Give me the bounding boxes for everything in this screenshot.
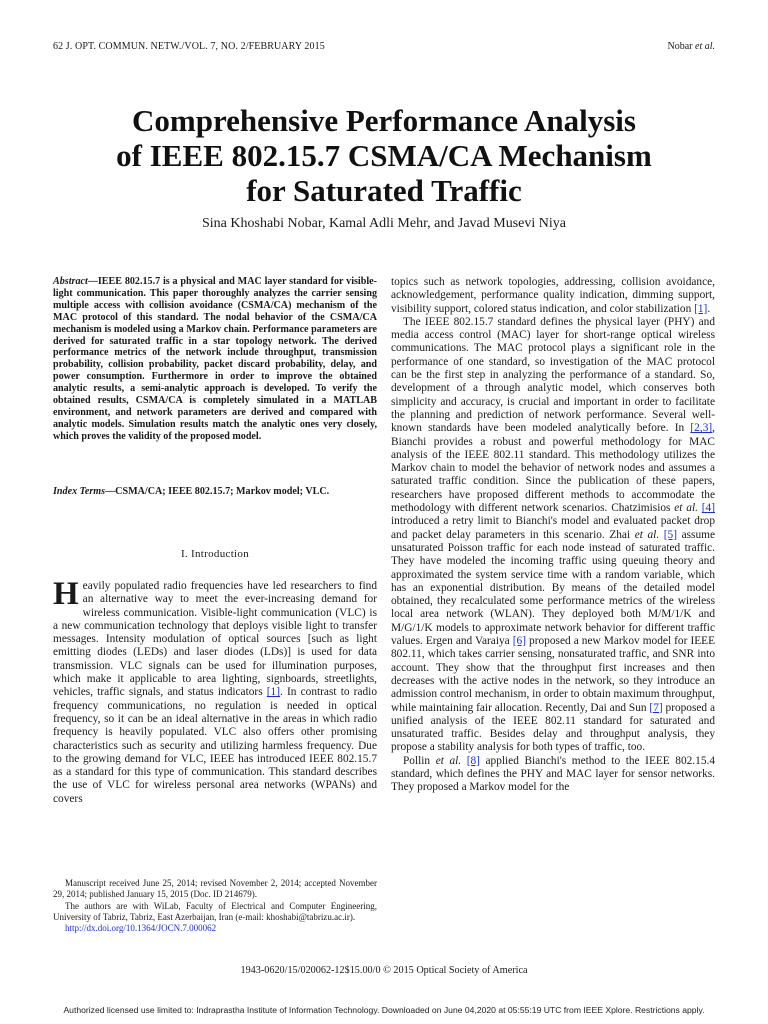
citation-link-7[interactable]: [7] <box>649 701 663 714</box>
title-line-3: for Saturated Traffic <box>246 173 522 208</box>
paragraph-related-work <box>391 316 715 755</box>
index-terms-lead: Index Terms <box>53 486 106 497</box>
citation-link-2-3[interactable]: [2,3] <box>690 422 713 435</box>
citation-link-1b[interactable]: [1] <box>694 302 708 315</box>
paragraph-continued <box>391 276 715 316</box>
footnote-received: Manuscript received June 25, 2014; revised November 2, 2014; accepted November 29, 2014; published January 15, 2015 (Doc. ID 214679). <box>53 878 377 900</box>
p1-text-a: topics such as network topologies, addressing, collision avoidance, acknowledgement, performance quality indication, dimming support, visibility support, colored status indication, and color stabilization <box>391 276 715 315</box>
p1-text-b: . <box>707 302 711 315</box>
intro-text-b: . In contrast to radio frequency communications, no regulation is needed in optical frequency, so it can be an ideal alternative in the areas in which radio frequency is heavily populated. VLC also offers other promising characteristics such as security and utilizing harmless frequency. Due to the growing demand for VLC, IEEE has introduced IEEE 802.15.7 as a standard for this type of communication. This standard describes the use of VLC for wireless personal area networks (WPANs) and covers <box>53 686 377 805</box>
p3-text-a: Pollin <box>403 754 436 767</box>
p2-text-e: proposed a new Markov model for IEEE 802.11, which takes carrier sensing, nonsaturated traffic, and SNR into account. They show that the throughput first increases and then decreases with the active nodes in the network, so they introduce an admission control mechanism, in order to obtain maximum throughput, while maintaining fair allocation. Recently, Dai and Sun <box>391 635 716 714</box>
citation-link-1[interactable]: [1] <box>266 686 281 699</box>
intro-text-a: eavily populated radio frequencies have led researchers to find an alternative way to meet the ever-increasing demand for wireless communication. Visible-light communication (VLC) is a new communication technology that deploys visible light to transfer messages. Intensity modulation of optical sources [such as light emitting diodes (LEDs) and laser diodes (LDs)] is used for data transmission. VLC signals can be used for illumination purposes, which make it applicable to area lighting, signboards, streetlights, vehicles, traffic signals, and status indicators <box>53 580 377 699</box>
et-al-1: et al. <box>674 502 698 515</box>
drop-cap: H <box>53 576 79 612</box>
citation-link-4[interactable]: [4] <box>701 502 715 515</box>
abstract-text: —IEEE 802.15.7 is a physical and MAC layer standard for visible-light communication. This paper thoroughly analyzes the carrier sensing multiple access with collision avoidance (CSMA/CA) mechanism of the MAC protocol of this standard. The nodal behavior of the CSMA/CA mechanism is modeled using a Markov chain. Performance parameters are derived for saturated traffic in a star topology network. The derived performance metrics of the network include throughput, transmission probability, collision probability, packet discard probability, delay, and power consumption. Furthermore in order to improve the obtained analytic results, a semi-analytic approach is developed. To verify the obtained results, CSMA/CA is completely simulated in a MATLAB environment, and network parameters are derived and compared with analytic models. Simulation results match the analytic ones very closely, which proves the validity of the proposed model. <box>53 276 377 442</box>
paragraph-pollin <box>391 755 715 795</box>
footnote-doi-line <box>53 923 377 934</box>
footnote-affiliation: The authors are with WiLab, Faculty of Electrical and Computer Engineering, University of Tabriz, Tabriz, East Azerbaijan, Iran (e-mail: khoshabi@tabrizu.ac.ir). <box>53 900 377 922</box>
section-heading-introduction: I. Introduction <box>180 548 250 560</box>
copyright-footer: 1943-0620/15/020062-12$15.00/0 © 2015 Optical Society of America <box>240 965 528 976</box>
license-notice: Authorized licensed use limited to: Indraprastha Institute of Information Technology. Downloaded on June 04,2020 at 05:55:19 UTC from IEEE Xplore. Restrictions apply. <box>63 1005 705 1015</box>
right-column-body <box>391 276 715 795</box>
citation-link-5[interactable]: [5] <box>663 528 678 541</box>
running-header-authors <box>668 41 716 52</box>
introduction-paragraph <box>53 576 377 806</box>
title-line-2: of IEEE 802.15.7 CSMA/CA Mechanism <box>116 138 652 173</box>
paper-title <box>40 103 728 208</box>
author-list: Sina Khoshabi Nobar, Kamal Adli Mehr, and Javad Musevi Niya <box>202 216 566 231</box>
p3-text-b: applied Bianchi's method to the IEEE 802.15.4 standard, which defines the PHY and MAC layer for sensor networks. They proposed a Markov model for the <box>391 754 715 794</box>
footnotes <box>53 878 377 934</box>
header-author-name: Nobar <box>667 41 695 52</box>
et-al-2: et al. <box>634 528 660 541</box>
et-al-3: et al. <box>435 754 462 767</box>
p2-text-c: introduced a retry limit to Bianchi's model and evaluated packet drop and packet delay parameters in this scenario. Zhai <box>391 515 715 541</box>
citation-link-6[interactable]: [6] <box>512 635 526 648</box>
running-header: 62 J. OPT. COMMUN. NETW./VOL. 7, NO. 2/FEBRUARY 2015 <box>53 41 325 52</box>
index-terms-text: —CSMA/CA; IEEE 802.15.7; Markov model; VLC. <box>105 486 330 497</box>
p2-text-a: The IEEE 802.15.7 standard defines the physical layer (PHY) and media access control (MAC) layer for short-range optical wireless communications. The MAC protocol plays a significant role in the performance of one standard, so investigation of the MAC protocol can be the first step in analyzing the performance of a standard. So, development of a through analytic model, which conserves both simplicity and accuracy, is crucial and important in order to facilitate the planning and prediction of network performance. Several well-known standards have been modeled analytically before. In <box>391 315 715 435</box>
p2-text-b: , Bianchi provides a robust and powerful methodology for MAC analysis of the IEEE 802.11 standard. This methodology utilizes the Markov chain to model the behavior of network nodes and assumes a saturated traffic condition. Since the publication of these papers, researchers have proposed different methods to accommodate the methodology with different network scenarios. Chatzimisios <box>391 422 715 515</box>
abstract-lead: Abstract <box>53 276 88 287</box>
abstract <box>53 276 377 443</box>
doi-link[interactable]: http://dx.doi.org/10.1364/JOCN.7.000062 <box>65 923 217 934</box>
p2-text-d: assume unsaturated Poisson traffic for each node instead of saturated traffic. They have modeled the incoming traffic using queuing theory and approximated the system service time with a random variable, which has an exponential distribution. By means of the detailed model obtained, they recalculated some performance metrics of the wireless local area network (WLAN). They deployed both M/M/1/K and M/G/1/K models to approximate network behavior for different traffic values. Ergen and Varaiya <box>391 528 716 648</box>
index-terms <box>53 486 377 498</box>
header-et-al: et al. <box>695 41 715 52</box>
title-line-1: Comprehensive Performance Analysis <box>132 103 636 138</box>
p2-text-f: proposed a unified analysis of the IEEE 802.11 standard for saturated and unsaturated traffic. Besides delay and throughput analysis, they propose a stability analysis for both types of traffic, too. <box>391 701 715 754</box>
citation-link-8[interactable]: [8] <box>466 754 480 767</box>
